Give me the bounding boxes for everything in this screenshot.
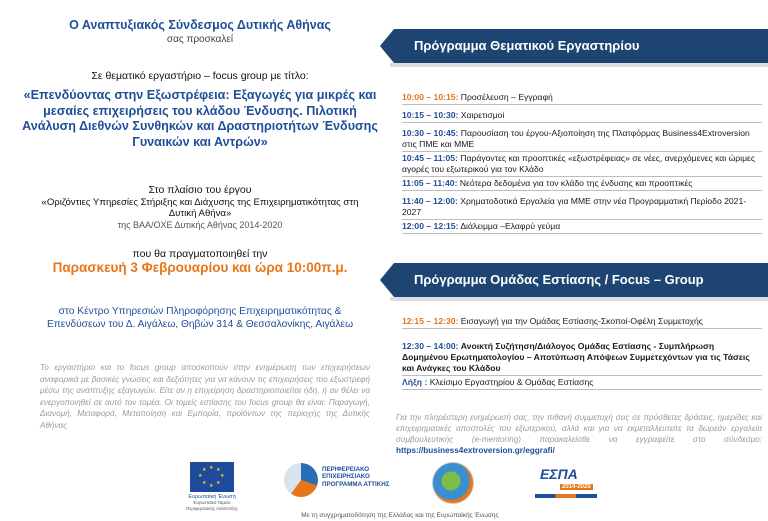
schedule-time: 12:15 – 12:30: — [402, 316, 459, 326]
schedule-time: Λήξη : — [402, 377, 428, 387]
espa-logo-years: 2014-2020 — [562, 484, 591, 490]
schedule-time: 12:30 – 14:00: — [402, 341, 459, 351]
business4extroversion-logo — [432, 462, 474, 504]
attica-programme-logo — [284, 463, 318, 497]
schedule-column — [380, 0, 768, 470]
eu-caption-title: Ευρωπαϊκή Ένωση — [188, 494, 236, 500]
registration-note-text: Για την πληρέστερη ενημέρωσή σας, την πιθανή συμμετοχή σας σε πρόσθετες δράσεις, ημερίδες και επιχειρηματικές αποστολές του εξωτερικού, αλλά και για να εκμεταλλευτείτε τα δωρεάν εργαλεία συμβουλευτικής (e-mentoring) παρακαλείσθε να εγγραφείτε στο σύνδεσμο: — [396, 413, 762, 444]
schedule-item — [402, 196, 762, 220]
workshop-schedule-heading: Πρόγραμμα Θεματικού Εργαστηρίου — [380, 29, 768, 63]
schedule-item — [402, 316, 762, 329]
eu-flag-logo: ★ ★ ★ ★ ★ ★ ★ ★ — [190, 462, 234, 492]
schedule-item — [402, 178, 762, 191]
invitation-column — [0, 0, 380, 470]
espa-logo-word: ΕΣΠΑ — [540, 466, 578, 482]
schedule-activity: Προσέλευση – Εγγραφή — [460, 92, 553, 102]
schedule-activity: Ανοικτή Συζήτηση/Διάλογος Ομάδας Εστίασης - Συμπλήρωση Δομημένου Ερωτηματολογίου – Αποτύπωση Απόψεων Συμμετεχόντων για τις Τάσεις και Ανάγκες του Κλάδου — [402, 341, 750, 373]
invites-text: σας προσκαλεί — [166, 34, 234, 45]
frame-intro: Στο πλαίσιο του έργου — [148, 184, 252, 196]
schedule-item — [402, 377, 762, 390]
heading-shadow — [390, 63, 768, 67]
organizer-name: Ο Αναπτυξιακός Σύνδεσμος Δυτικής Αθήνας — [69, 18, 331, 32]
schedule-time: 10:30 – 10:45: — [402, 128, 459, 138]
schedule-activity: Παράγοντες και προοπτικές «εξωστρέφειας» σε νέες, ανερχόμενες και ώριμες αγορές του εξωτερικού για τον Κλάδο — [402, 153, 756, 174]
schedule-activity: Νεότερα δεδομένα για τον κλάδο της ένδυσης και προοπτικές — [459, 178, 693, 188]
intro-text: Σε θεματικό εργαστήριο – focus group με τίτλο: — [91, 70, 309, 82]
cofunding-note: Με τη συγχρηματοδότηση της Ελλάδας και της Ευρωπαϊκής Ένωσης — [301, 512, 499, 519]
schedule-activity: Διάλειμμα –Ελαφρύ γεύμα — [460, 221, 561, 231]
schedule-time: 12:00 – 12:15: — [402, 221, 459, 231]
workshop-title: «Επενδύοντας στην Εξωστρέφεια: Εξαγωγές για μικρές και μεσαίες επιχειρήσεις του κλάδου Ένδυσης. Πιλοτική Ανάλυση Διεθνών Συνθηκών και Δραστηριοτήτων Ένδυσης Γυναικών και Αντρών» — [22, 88, 378, 149]
schedule-activity: Εισαγωγή για την Ομάδας Εστίασης-Σκοποί-Οφέλη Συμμετοχής — [460, 316, 703, 326]
schedule-activity: Χαιρετισμοί — [460, 110, 505, 120]
programme-text: της ΒΑΑ/ΟΧΕ Δυτικής Αθήνας 2014-2020 — [117, 220, 283, 230]
project-name: «Οριζόντιες Υπηρεσίες Στήριξης και Διάχυσης της Επιχειρηματικότητας στη Δυτική Αθήνα» — [41, 197, 359, 219]
schedule-activity: Παρουσίαση του έργου-Αξιοποίηση της Πλατφόρμας Business4Extroversion στις ΠΜΕ και ΜΜΕ — [402, 128, 750, 149]
registration-link[interactable]: https://business4extroversion.gr/eggrafi/ — [396, 446, 555, 455]
organised-text: που θα πραγματοποιηθεί την — [132, 248, 268, 260]
schedule-activity: Χρηματοδοτικά Εργαλεία για ΜΜΕ στην νέα Προγραμματική Περίοδο 2021-2027 — [402, 196, 747, 217]
event-datetime: Παρασκευή 3 Φεβρουαρίου και ώρα 10:00π.μ. — [52, 260, 348, 275]
schedule-time: 10:15 – 10:30: — [402, 110, 459, 120]
schedule-item — [402, 341, 762, 376]
schedule-activity: Κλείσιμο Εργαστηρίου & Ομάδας Εστίασης — [429, 377, 594, 387]
schedule-time: 10:00 – 10:15: — [402, 92, 459, 102]
registration-note — [396, 412, 762, 456]
schedule-item — [402, 153, 762, 177]
schedule-item — [402, 221, 762, 234]
event-venue: στο Κέντρο Υπηρεσιών Πληροφόρησης Επιχειρηματικότητας & Επενδύσεων του Δ. Αιγάλεω, Θηβών 314 & Θεσσαλονίκης, Αιγάλεω — [46, 306, 354, 330]
attica-programme-caption: ΠΕΡΙΦΕΡΕΙΑΚΟ ΕΠΙΧΕΙΡΗΣΙΑΚΟ ΠΡΟΓΡΑΜΜΑ ΑΤΤΙΚΗΣ — [322, 466, 390, 488]
focus-schedule-heading: Πρόγραμμα Ομάδας Εστίασης / Focus – Group — [380, 263, 768, 297]
schedule-item — [402, 110, 762, 123]
heading-shadow — [390, 297, 768, 301]
eu-caption-sub: Ευρωπαϊκό Ταμείο Περιφερειακής Ανάπτυξης — [186, 500, 238, 511]
espa-logo-stripe — [535, 494, 597, 498]
schedule-time: 10:45 – 11:05: — [402, 153, 458, 163]
schedule-time: 11:05 – 11:40: — [402, 178, 458, 188]
schedule-time: 11:40 – 12:00: — [402, 196, 458, 206]
schedule-item — [402, 128, 762, 152]
event-description: Το εργαστήριο και το focus group αποσκοπούν στην ενημέρωση των επιχειρήσεων αναφορικά με βασικές γνώσεις και δεξιότητες για να κάνουν τις επιχειρήσεις πιο εξωστρεφή μέσω της ανάπτυξης εξαγωγών. Είτε αν η επιχείρηση δραστηριοποιείται ήδη, ή αν θέλει να ενεργοποιηθεί σε αυτό τον τομέα. Οι τομείς εστίασης του focus group θα είναι: Παραγωγή, Διανομή, Μεταφορά, Μεταποίηση και Εμπορία, προϊόντων της περιοχής της Δυτικής Αθήνας — [40, 363, 370, 430]
eu-caption — [180, 494, 244, 512]
schedule-item — [402, 92, 762, 105]
